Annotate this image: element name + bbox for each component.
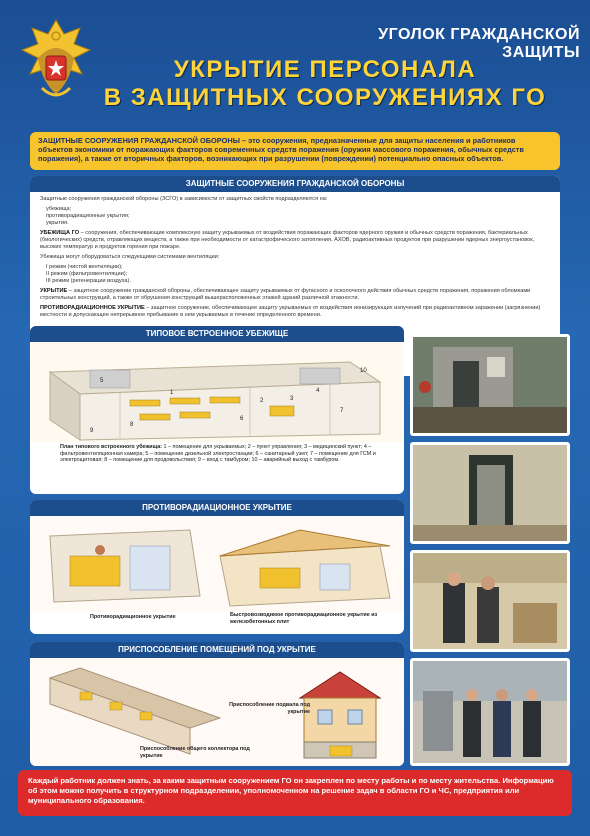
section-pru — [30, 500, 404, 634]
pru-room-illustration — [50, 530, 200, 602]
cover-text: – защитное сооружение гражданской обороны, обеспечивающее защиту укрываемых от фугасного и осколочного действия обычных средств поражения, поражения обломками строительных конструкций, а также от обрушения конструкций вышерасположенных этажей зданий различной этажности. — [40, 288, 531, 301]
callout-rest: объектов экономики от поражающих факторов современных средств поражения (оружия массового поражения, обычных средств поражения), а также от вторичных факторов, возникающих при разрушении (повреждении) потенциально опасных объектов. — [38, 145, 524, 164]
definition-callout — [30, 132, 560, 170]
bottom-alert — [18, 770, 572, 816]
pru-illustrations — [30, 516, 404, 612]
photo-shelter-equipment — [410, 658, 570, 766]
vent-modes-list — [46, 264, 550, 285]
title-line-2: В ЗАЩИТНЫХ СООРУЖЕНИЯХ ГО — [103, 84, 547, 111]
section-pru-heading: ПРОТИВОРАДИАЦИОННОЕ УКРЫТИЕ — [30, 500, 404, 516]
section-zsgo-heading: ЗАЩИТНЫЕ СООРУЖЕНИЯ ГРАЖДАНСКОЙ ОБОРОНЫ — [30, 176, 560, 192]
list-item: противорадиационные укрытия; — [46, 213, 130, 219]
content-area — [18, 124, 572, 824]
basement-caption: Приспособление подвала под укрытие — [229, 702, 310, 715]
section-adaptation — [30, 642, 404, 766]
plan-number: 6 — [240, 416, 244, 422]
cover-definition — [40, 288, 550, 302]
shelter-plan-illustration — [30, 342, 404, 442]
photo-shelter-entrance — [410, 334, 570, 436]
shelter-text: – сооружения, обеспечивающие комплексную защиту укрываемых от воздействия поражающих факторов ядерного оружия и обычных средств поражения, бактериальных (биологических) средств, отравляющих веществ, а также при необходимости от катастрофического затопления, АХОВ, радиоактивных продуктов при разрушении ядерных энергоустановок, высоких температур и продуктов горения при пожаре. — [40, 230, 535, 250]
plan-number: 10 — [360, 368, 367, 374]
plan-title: План типового встроенного убежища: — [60, 444, 163, 450]
photo-shelter-corridor — [410, 442, 570, 544]
section-zsgo-body — [30, 192, 560, 326]
vent-intro: Убежища могут оборудоваться следующими системами вентиляции: — [40, 254, 220, 260]
plan-text: 1 – помещение для укрываемых; 2 – пункт управления; 3 – медицинский пункт; 4 – фильтровентиляционная камера; 5 – помещение дизельной электростанции; 6 – санитарный узел; 7 – помещение для ГСМ и электрощитовая; 8 – помещение для продовольствия; 9 – вход с тамбуром; 10 – аварийный выход с тамбуром. — [60, 444, 376, 463]
bottom-alert-text: Каждый работник должен знать, за каким защитным сооружением ГО он закреплен по месту работы и по месту жительства. Информацию об этом можно получить в структурном подразделении, уполномоченном на решение задач в области ГО и ЧС, предприятия или муниципального образования. — [28, 776, 554, 805]
poster-title — [70, 56, 580, 112]
shelter-term: УБЕЖИЩА ГО — [40, 230, 80, 236]
list-item: III режим (регенерации воздуха). — [46, 278, 131, 284]
pru-definition — [40, 305, 550, 319]
plan-caption — [60, 444, 380, 464]
photo-shelter-inspection — [410, 550, 570, 652]
section-typical-shelter — [30, 326, 404, 494]
callout-lead: ЗАЩИТНЫЕ СООРУЖЕНИЯ ГРАЖДАНСКОЙ ОБОРОНЫ – это сооружения, предназначенные для защиты населения и работников — [38, 136, 516, 145]
plan-number: 4 — [316, 388, 320, 394]
plan-number: 1 — [170, 390, 174, 396]
zsgo-types-list — [46, 206, 550, 227]
plan-number: 8 — [130, 422, 134, 428]
list-item: I режим (чистой вентиляции); — [46, 264, 123, 270]
list-item: укрытия. — [46, 220, 69, 226]
pru-caption-right: Быстровозводимое противорадиационное укрытие из железобетонных плит — [230, 612, 378, 625]
cover-term: УКРЫТИЕ — [40, 288, 68, 294]
poster-kicker: УГОЛОК ГРАЖДАНСКОЙ ЗАЩИТЫ — [378, 26, 580, 61]
title-line-1: УКРЫТИЕ ПЕРСОНАЛА — [173, 56, 477, 83]
pru-caption-left: Противорадиационное укрытие — [90, 614, 176, 620]
list-item: II режим (фильтровентиляции); — [46, 271, 128, 277]
collector-caption: Приспособление общего коллектора под укрытие — [140, 746, 250, 759]
plan-number: 5 — [100, 378, 104, 384]
plan-number: 3 — [290, 396, 294, 402]
plan-number: 2 — [260, 398, 264, 404]
section-adaptation-heading: ПРИСПОСОБЛЕНИЕ ПОМЕЩЕНИЙ ПОД УКРЫТИЕ — [30, 642, 404, 658]
list-item: убежища; — [46, 206, 72, 212]
pru-term: ПРОТИВОРАДИАЦИОННОЕ УКРЫТИЕ — [40, 305, 145, 311]
section-typical-shelter-heading: ТИПОВОЕ ВСТРОЕННОЕ УБЕЖИЩЕ — [30, 326, 404, 342]
plan-number: 7 — [340, 408, 344, 414]
pru-text: – защитное сооружение, обеспечивающее защиту укрываемых от воздействия ионизирующих излучений при радиоактивном заражении (загрязнении) местности и допускающее непрерывное пребывание в нем укрываемых в течение определенного времени. — [40, 305, 541, 318]
plan-number: 9 — [90, 428, 94, 434]
shelter-definition — [40, 230, 550, 251]
zsgo-intro: Защитные сооружения гражданской обороны (ЗСГО) в зависимости от защитных свойств подразделяются на: — [40, 196, 328, 202]
